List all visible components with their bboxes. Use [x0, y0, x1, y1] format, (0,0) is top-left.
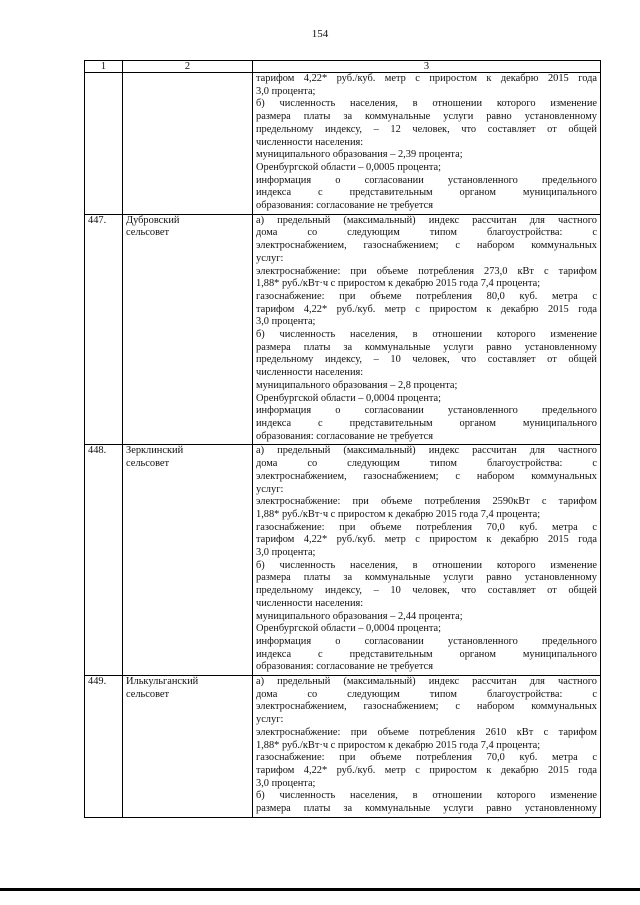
municipality-name-line: сельсовет — [126, 688, 170, 700]
description-line: образования: согласование не требуется — [256, 661, 434, 673]
index-description — [253, 214, 601, 445]
description-line: б) численность населения, в отношении которого изменение — [256, 559, 597, 571]
description-line: информация о согласовании установленного предельного — [256, 174, 597, 186]
municipality-name-line: сельсовет — [126, 227, 170, 239]
row-number — [85, 73, 123, 215]
description-line: Оренбургской области – 0,0004 процента; — [256, 623, 442, 635]
scan-bottom-border — [0, 888, 640, 891]
description-line: тарифом 4,22* руб./куб. метр с приростом к декабрю 2015 года — [256, 303, 597, 315]
description-line: 3,0 процента; — [256, 777, 316, 789]
description-line: предельному индексу, – 10 человек, что составляет от общей — [256, 354, 597, 366]
description-line: 3,0 процента; — [256, 547, 316, 559]
description-line: газоснабжение: при объеме потребления 70,0 куб. метра с — [256, 521, 597, 533]
description-line: газоснабжение: при объеме потребления 80,0 куб. метра с — [256, 290, 597, 302]
municipality-name-line: Илькульганский — [126, 676, 199, 688]
row-number: 448. — [85, 445, 123, 676]
description-line: дома со следующим типом благоустройства: с — [256, 227, 597, 239]
description-line: информация о согласовании установленного предельного — [256, 405, 597, 417]
description-line: предельному индексу, – 12 человек, что составляет от общей — [256, 123, 597, 135]
description-line: электроснабжением, газоснабжением; с набором коммунальных — [256, 470, 597, 482]
municipality-name — [123, 676, 253, 818]
description-line: а) предельный (максимальный) индекс рассчитан для частного — [256, 676, 597, 688]
municipality-name-line: сельсовет — [126, 458, 170, 470]
description-line: численности населения: — [256, 367, 364, 379]
municipality-name — [123, 73, 253, 215]
description-line: б) численность населения, в отношении которого изменение — [256, 329, 597, 341]
description-line: электроснабжением, газоснабжением; с набором коммунальных — [256, 240, 597, 252]
description-line: 3,0 процента; — [256, 85, 316, 97]
row-number: 447. — [85, 214, 123, 445]
description-line: электроснабжение: при объеме потребления 2590кВт с тарифом — [256, 496, 597, 508]
description-line: Оренбургской области – 0,0005 процента; — [256, 161, 442, 173]
table-row — [85, 214, 601, 445]
page-number: 154 — [311, 28, 329, 40]
description-line: газоснабжение: при объеме потребления 70,0 куб. метра с — [256, 752, 597, 764]
description-line: информация о согласовании установленного предельного — [256, 635, 597, 647]
description-line: 1,88* руб./кВт·ч с приростом к декабрю 2015 года 7,4 процента; — [256, 278, 541, 290]
description-line: дома со следующим типом благоустройства: с — [256, 688, 597, 700]
description-line: 1,88* руб./кВт·ч с приростом к декабрю 2015 года 7,4 процента; — [256, 508, 541, 520]
index-description — [253, 73, 601, 215]
description-line: Оренбургской области – 0,0004 процента; — [256, 392, 442, 404]
index-description — [253, 445, 601, 676]
description-line: муниципального образования – 2,8 процента; — [256, 379, 458, 391]
description-line: услуг: — [256, 252, 284, 264]
description-line: услуг: — [256, 483, 284, 495]
description-line: услуг: — [256, 714, 284, 726]
description-line: индекса с представительным органом муниципального — [256, 187, 597, 199]
description-line: размера платы за коммунальные услуги равно установленному — [256, 111, 597, 123]
document-table — [84, 60, 601, 818]
column-header-1: 1 — [85, 61, 123, 73]
description-line: предельному индексу, – 10 человек, что составляет от общей — [256, 585, 597, 597]
municipality-name-line: Зерклинский — [126, 445, 184, 457]
table-header-row — [85, 61, 601, 73]
description-line: численности населения: — [256, 597, 364, 609]
index-description — [253, 676, 601, 818]
table-row — [85, 445, 601, 676]
description-line: индекса с представительным органом муниципального — [256, 417, 597, 429]
description-line: электроснабжение: при объеме потребления 273,0 кВт с тарифом — [256, 265, 597, 277]
description-line: б) численность населения, в отношении которого изменение — [256, 98, 597, 110]
description-line: образования: согласование не требуется — [256, 200, 434, 212]
description-line: а) предельный (максимальный) индекс рассчитан для частного — [256, 214, 597, 226]
row-number: 449. — [85, 676, 123, 818]
description-line: электроснабжение: при объеме потребления 2610 кВт с тарифом — [256, 726, 597, 738]
description-line: индекса с представительным органом муниципального — [256, 648, 597, 660]
description-line: электроснабжением, газоснабжением; с набором коммунальных — [256, 701, 597, 713]
municipality-name — [123, 214, 253, 445]
description-line: образования: согласование не требуется — [256, 430, 434, 442]
table-row — [85, 73, 601, 215]
column-header-3: 3 — [253, 61, 601, 73]
column-header-2: 2 — [123, 61, 253, 73]
description-line: размера платы за коммунальные услуги равно установленному — [256, 572, 597, 584]
description-line: а) предельный (максимальный) индекс рассчитан для частного — [256, 445, 597, 457]
description-line: численности населения: — [256, 136, 364, 148]
description-line: тарифом 4,22* руб./куб. метр с приростом к декабрю 2015 года — [256, 73, 597, 84]
table-row — [85, 676, 601, 818]
description-line: б) численность населения, в отношении которого изменение — [256, 790, 597, 802]
municipality-name-line: Дубровский — [126, 214, 180, 226]
description-line: муниципального образования – 2,44 процента; — [256, 610, 463, 622]
description-line: тарифом 4,22* руб./куб. метр с приростом к декабрю 2015 года — [256, 534, 597, 546]
municipality-name — [123, 445, 253, 676]
description-line: размера платы за коммунальные услуги равно установленному — [256, 803, 597, 815]
description-line: 3,0 процента; — [256, 316, 316, 328]
description-line: размера платы за коммунальные услуги равно установленному — [256, 341, 597, 353]
description-line: муниципального образования – 2,39 процента; — [256, 149, 463, 161]
description-line: тарифом 4,22* руб./куб. метр с приростом к декабрю 2015 года — [256, 764, 597, 776]
description-line: 1,88* руб./кВт·ч с приростом к декабрю 2015 года 7,4 процента; — [256, 739, 541, 751]
description-line: дома со следующим типом благоустройства: с — [256, 458, 597, 470]
